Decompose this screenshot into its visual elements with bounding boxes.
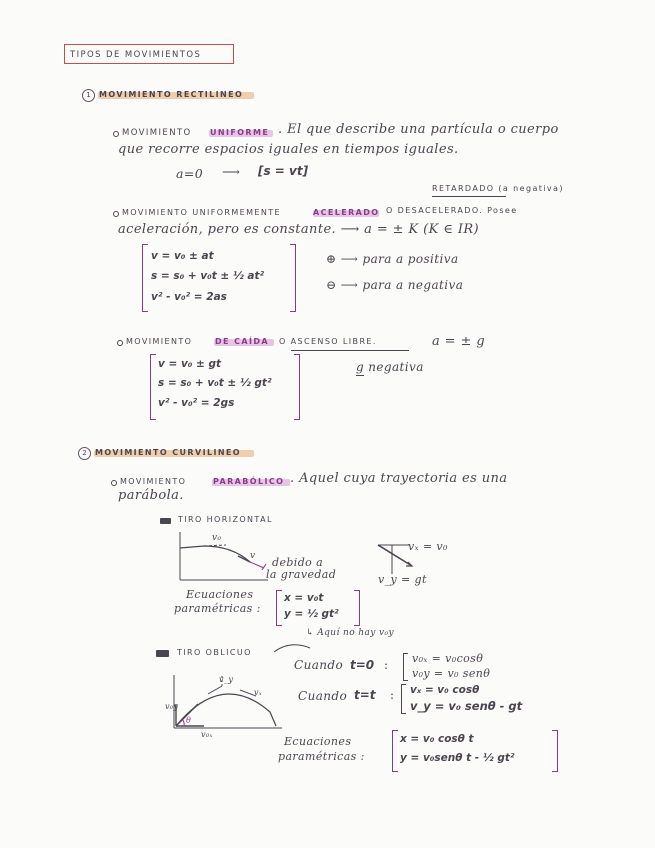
oblicuo-label: TIRO OBLICUO — [177, 648, 252, 657]
retardado-note: RETARDADO (a negativa) — [432, 184, 564, 193]
oblicuo-tt-eq-2: v_y = v₀ senθ - gt — [410, 699, 523, 713]
uniforme-keyword: UNIFORME — [210, 128, 270, 137]
horizontal-label: TIRO HORIZONTAL — [178, 515, 273, 524]
horizontal-eq-x: x = v₀t — [284, 592, 324, 604]
horizontal-vy: v_y = gt — [378, 573, 427, 586]
acelerado-eq-3: v² - v₀² = 2as — [151, 291, 227, 303]
horizontal-ec1: Ecuaciones — [186, 588, 254, 601]
acelerado-eq-1: v = v₀ ± at — [151, 250, 214, 262]
uniforme-line2: que recorre espacios iguales en tiempos iguales. — [118, 142, 459, 157]
horizontal-vx: vₓ = v₀ — [408, 540, 448, 553]
oblicuo-param-y: y = v₀senθ t - ½ gt² — [400, 752, 515, 764]
brace — [403, 653, 408, 681]
oblicuo-tt-eq-1: vₓ = v₀ cosθ — [410, 684, 480, 696]
horizontal-note: ↳ Aquí no hay v₀y — [306, 628, 394, 638]
oblicuo-vx: vₓ — [254, 688, 263, 697]
colon: : — [384, 658, 389, 672]
gravedad-label: la gravedad — [266, 568, 337, 581]
t-equals-t: t=t — [354, 688, 376, 702]
bracket-right — [552, 730, 558, 772]
acelerado-prefix: MOVIMIENTO UNIFORMEMENTE — [122, 208, 282, 217]
oblicuo-ec2: paramétricas : — [278, 750, 365, 763]
acelerado-suffix: O DESACELERADO. Posee — [386, 206, 518, 215]
caida-eq-1: v = v₀ ± gt — [158, 358, 222, 370]
uniforme-line1: . El que describe una partícula o cuerpo — [278, 122, 559, 137]
sign-negative-note: ⊖ ⟶ para a negativa — [326, 278, 464, 292]
arrow: ⟶ — [222, 164, 241, 179]
section-2-heading: MOVIMIENTO CURVILINEO — [95, 448, 241, 457]
uniforme-a-eq: a=0 — [176, 166, 204, 181]
section-2-number: 2 — [78, 447, 91, 460]
parabolico-line1: . Aquel cuya trayectoria es una — [290, 471, 508, 486]
colon: : — [390, 688, 395, 702]
caida-eq-3: v² - v₀² = 2gs — [158, 397, 235, 409]
caida-suffix: O ASCENSO LIBRE. — [279, 337, 377, 346]
oblicuo-t0-eq-1: v₀ₓ = v₀cosθ — [412, 652, 484, 665]
oblicuo-ec1: Ecuaciones — [284, 735, 352, 748]
oblicuo-v0y: v₀y — [165, 702, 179, 711]
t-equals-0: t=0 — [350, 658, 375, 672]
horizontal-v0: v₀ — [212, 533, 222, 543]
caida-keyword: DE CAÍDA — [215, 337, 269, 346]
section-1-number: 1 — [82, 89, 95, 102]
oblicuo-vy: v_y — [219, 675, 234, 684]
oblicuo-param-x: x = v₀ cosθ t — [400, 733, 474, 745]
cuando-t-label: Cuando — [298, 689, 348, 703]
debido-label: debido a — [272, 556, 324, 569]
section-1-heading: MOVIMIENTO RECTILINEO — [99, 90, 244, 99]
horizontal-v: v — [250, 551, 256, 561]
oblicuo-theta: θ — [186, 716, 192, 725]
caida-g-eq: a = ± g — [432, 334, 486, 349]
caida-g-note: g negativa — [356, 360, 424, 374]
bracket-left — [392, 730, 398, 772]
cuando-0-label: Cuando — [294, 658, 344, 672]
parabolico-keyword: PARABÓLICO — [213, 477, 285, 486]
sign-positive-note: ⊕ ⟶ para a positiva — [326, 252, 459, 266]
page-title: TIPOS DE MOVIMIENTOS — [70, 50, 202, 60]
horizontal-eq-y: y = ½ gt² — [284, 608, 339, 620]
brace — [401, 684, 406, 714]
caida-eq-2: s = s₀ + v₀t ± ½ gt² — [158, 377, 272, 389]
acelerado-eq-2: s = s₀ + v₀t ± ½ at² — [151, 270, 265, 282]
parabolico-line2: parábola. — [118, 488, 184, 503]
parabolico-prefix: MOVIMIENTO — [120, 477, 187, 486]
oblicuo-t0-eq-2: v₀y = v₀ senθ — [412, 667, 491, 680]
uniforme-prefix: MOVIMIENTO — [122, 128, 192, 138]
acelerado-line2: aceleración, pero es constante. ⟶ a = ± K (K ∈ IR) — [118, 222, 480, 237]
caida-prefix: MOVIMIENTO — [126, 337, 193, 346]
oblicuo-v0x: v₀ₓ — [201, 730, 213, 739]
uniforme-s-eq: [s = vt] — [258, 164, 309, 178]
acelerado-keyword: ACELERADO — [313, 208, 380, 217]
horizontal-ec2: paramétricas : — [174, 602, 261, 615]
